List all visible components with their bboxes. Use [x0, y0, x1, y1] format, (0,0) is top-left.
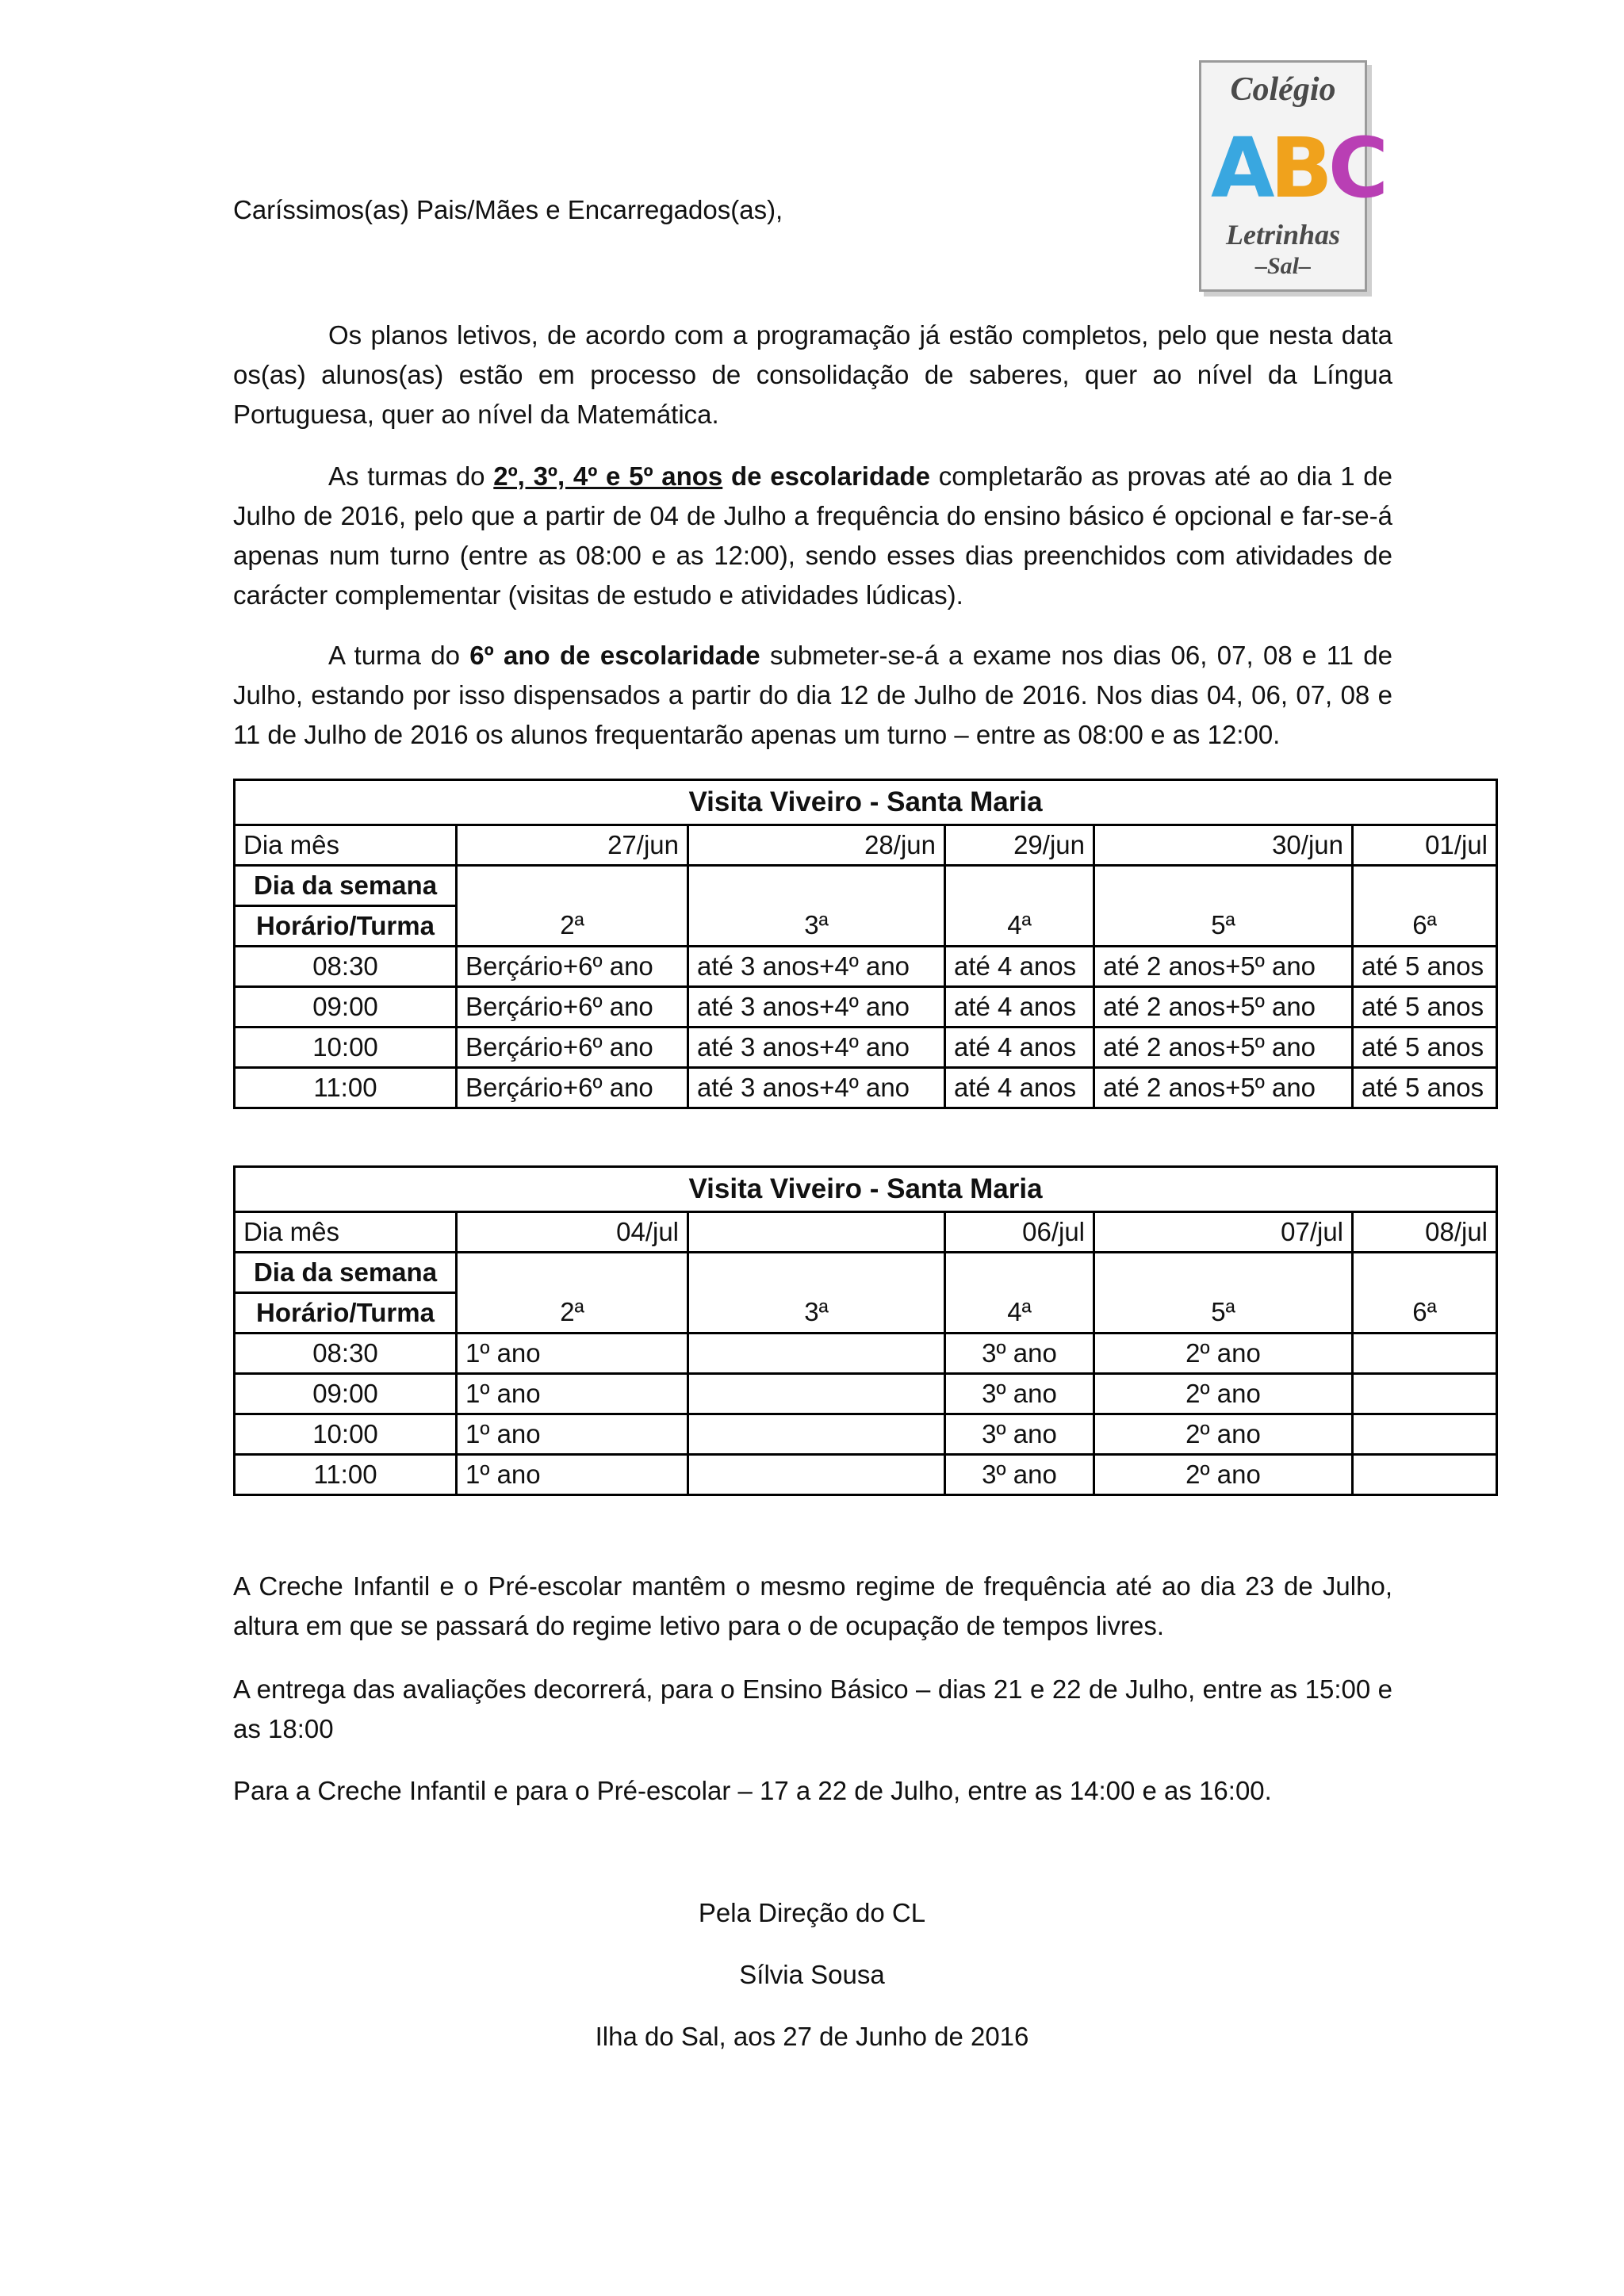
group-cell: até 4 anos [945, 947, 1094, 987]
time-label: Horário/Turma [235, 906, 457, 947]
time-cell: 08:30 [235, 947, 457, 987]
signature-direction: Pela Direção do CL [698, 1898, 926, 1927]
group-cell: até 2 anos+5º ano [1094, 1027, 1353, 1068]
table-title: Visita Viveiro - Santa Maria [235, 780, 1497, 825]
group-cell: 1º ano [457, 1414, 688, 1455]
group-cell: até 2 anos+5º ano [1094, 987, 1353, 1027]
group-cell [1353, 1374, 1497, 1414]
paragraph-study-plans: Os planos letivos, de acordo com a programação já estão completos, pelo que nesta data os(as) alunos(as) estão em processo de consolidação de saberes, quer ao nível da Língua Portuguesa, quer ao nível da Matemática. [233, 320, 1392, 429]
table-row [235, 1374, 1497, 1414]
date-cell [688, 1212, 945, 1253]
group-cell: 2º ano [1094, 1455, 1353, 1495]
blank-cell [1353, 866, 1497, 906]
table-row [235, 1414, 1497, 1455]
table-date-row [235, 825, 1497, 866]
schedule-table-july [233, 1165, 1498, 1496]
table-row [235, 947, 1497, 987]
signature-place-date: Ilha do Sal, aos 27 de Junho de 2016 [595, 2022, 1029, 2051]
group-cell: até 5 anos [1353, 1068, 1497, 1108]
group-cell: até 3 anos+4º ano [688, 987, 945, 1027]
group-cell: até 4 anos [945, 1068, 1094, 1108]
weekday-cell: 5ª [1094, 906, 1353, 947]
weekday-cell: 5ª [1094, 1293, 1353, 1334]
group-cell: até 4 anos [945, 1027, 1094, 1068]
group-cell [1353, 1334, 1497, 1374]
group-cell: até 5 anos [1353, 987, 1497, 1027]
weekday-label: Dia da semana [235, 1253, 457, 1293]
schedule-table-june [233, 779, 1498, 1109]
paragraph-preschool-evaluations: Para a Creche Infantil e para o Pré-escolar – 17 a 22 de Julho, entre as 14:00 e as 16:00. [233, 1776, 1272, 1805]
table-weekday-row [235, 1293, 1497, 1334]
p3-before: A turma do [328, 641, 470, 670]
salutation: Caríssimos(as) Pais/Mães e Encarregados(as), [233, 195, 783, 224]
p2-after: completarão as provas até ao dia 1 de Julho de 2016, pelo que a partir de 04 de Julho a frequência do ensino básico é opcional e far-se-á apenas num turno (entre as 08:00 e as 12:00), sendo esses dias preenchidos com atividades de carácter complementar (visitas de estudo e atividades lúdicas). [233, 461, 1393, 610]
p2-before: As turmas do [328, 461, 494, 491]
table-date-row [235, 1212, 1497, 1253]
date-cell: 01/jul [1353, 825, 1497, 866]
time-cell: 11:00 [235, 1455, 457, 1495]
paragraph-evaluations: A entrega das avaliações decorrerá, para o Ensino Básico – dias 21 e 22 de Julho, entre as 15:00 e as 18:00 [233, 1674, 1392, 1743]
weekday-cell: 4ª [945, 906, 1094, 947]
date-cell: 29/jun [945, 825, 1094, 866]
weekday-cell: 3ª [688, 1293, 945, 1334]
p2-bold: de escolaridade [722, 461, 930, 491]
date-cell: 08/jul [1353, 1212, 1497, 1253]
paragraph-exams-6 [233, 636, 1392, 755]
logo-abc-letters [1211, 120, 1385, 216]
table-title-row [235, 780, 1497, 825]
weekday-cell: 2ª [457, 1293, 688, 1334]
blank-cell [1353, 1253, 1497, 1293]
date-label: Dia mês [235, 1212, 457, 1253]
blank-cell [1094, 866, 1353, 906]
blank-cell [1094, 1253, 1353, 1293]
group-cell: 1º ano [457, 1374, 688, 1414]
group-cell: até 2 anos+5º ano [1094, 1068, 1353, 1108]
group-cell [1353, 1455, 1497, 1495]
time-label: Horário/Turma [235, 1293, 457, 1334]
logo-top-text: Colégio [1230, 71, 1336, 108]
school-logo [1199, 60, 1385, 292]
time-cell: 11:00 [235, 1068, 457, 1108]
group-cell: 3º ano [945, 1414, 1094, 1455]
blank-cell [457, 1253, 688, 1293]
table-row [235, 1068, 1497, 1108]
group-cell: até 3 anos+4º ano [688, 1068, 945, 1108]
date-cell: 27/jun [457, 825, 688, 866]
group-cell: Berçário+6º ano [457, 947, 688, 987]
date-cell: 06/jul [945, 1212, 1094, 1253]
weekday-cell: 6ª [1353, 1293, 1497, 1334]
weekday-cell: 4ª [945, 1293, 1094, 1334]
table-title-row [235, 1167, 1497, 1212]
logo-letter-b: B [1270, 120, 1328, 216]
group-cell: 1º ano [457, 1334, 688, 1374]
date-cell: 04/jul [457, 1212, 688, 1253]
p3-after: submeter-se-á a exame nos dias 06, 07, 08 e 11 de Julho, estando por isso dispensados a partir do dia 12 de Julho de 2016. Nos dias 04, 06, 07, 08 e 11 de Julho de 2016 os alunos frequentarão apenas um turno – entre as 08:00 e as 12:00. [233, 641, 1392, 749]
time-cell: 09:00 [235, 1374, 457, 1414]
table-row [235, 1455, 1497, 1495]
table-weekday-row [235, 906, 1497, 947]
table-row [235, 1027, 1497, 1068]
group-cell: 2º ano [1094, 1334, 1353, 1374]
logo-letter-c: C [1327, 120, 1385, 216]
time-cell: 08:30 [235, 1334, 457, 1374]
group-cell: até 5 anos [1353, 947, 1497, 987]
group-cell: Berçário+6º ano [457, 1068, 688, 1108]
group-cell: até 2 anos+5º ano [1094, 947, 1353, 987]
group-cell: Berçário+6º ano [457, 1027, 688, 1068]
group-cell: Berçário+6º ano [457, 987, 688, 1027]
date-cell: 28/jun [688, 825, 945, 866]
blank-cell [945, 1253, 1094, 1293]
paragraph-creche: A Creche Infantil e o Pré-escolar mantêm o mesmo regime de frequência até ao dia 23 de Julho, altura em que se passará do regime letivo para o de ocupação de tempos livres. [233, 1571, 1392, 1640]
date-cell: 07/jul [1094, 1212, 1353, 1253]
group-cell: até 4 anos [945, 987, 1094, 1027]
blank-cell [688, 866, 945, 906]
paragraph-exams-2-5 [233, 457, 1392, 615]
group-cell [1353, 1414, 1497, 1455]
group-cell [688, 1455, 945, 1495]
p3-bold: 6º ano de escolaridade [469, 641, 760, 670]
group-cell: 2º ano [1094, 1414, 1353, 1455]
group-cell: 3º ano [945, 1374, 1094, 1414]
group-cell: 2º ano [1094, 1374, 1353, 1414]
group-cell [688, 1414, 945, 1455]
signature-name: Sílvia Sousa [739, 1960, 885, 1989]
logo-letter-a: A [1211, 120, 1270, 216]
time-cell: 09:00 [235, 987, 457, 1027]
table-title: Visita Viveiro - Santa Maria [235, 1167, 1497, 1212]
group-cell [688, 1334, 945, 1374]
logo-bottom-text-1: Letrinhas [1225, 219, 1341, 251]
table-row [235, 1334, 1497, 1374]
table-weekday-label-row [235, 1253, 1497, 1293]
table-row [235, 987, 1497, 1027]
weekday-label: Dia da semana [235, 866, 457, 906]
group-cell: até 5 anos [1353, 1027, 1497, 1068]
group-cell: 1º ano [457, 1455, 688, 1495]
date-cell: 30/jun [1094, 825, 1353, 866]
group-cell [688, 1374, 945, 1414]
time-cell: 10:00 [235, 1027, 457, 1068]
table-weekday-label-row [235, 866, 1497, 906]
weekday-cell: 3ª [688, 906, 945, 947]
blank-cell [945, 866, 1094, 906]
date-label: Dia mês [235, 825, 457, 866]
group-cell: 3º ano [945, 1334, 1094, 1374]
logo-bottom-text-2: –Sal– [1254, 253, 1312, 279]
blank-cell [457, 866, 688, 906]
group-cell: até 3 anos+4º ano [688, 947, 945, 987]
group-cell: até 3 anos+4º ano [688, 1027, 945, 1068]
p2-years: 2º, 3º, 4º e 5º anos [493, 461, 723, 491]
time-cell: 10:00 [235, 1414, 457, 1455]
weekday-cell: 2ª [457, 906, 688, 947]
weekday-cell: 6ª [1353, 906, 1497, 947]
blank-cell [688, 1253, 945, 1293]
group-cell: 3º ano [945, 1455, 1094, 1495]
